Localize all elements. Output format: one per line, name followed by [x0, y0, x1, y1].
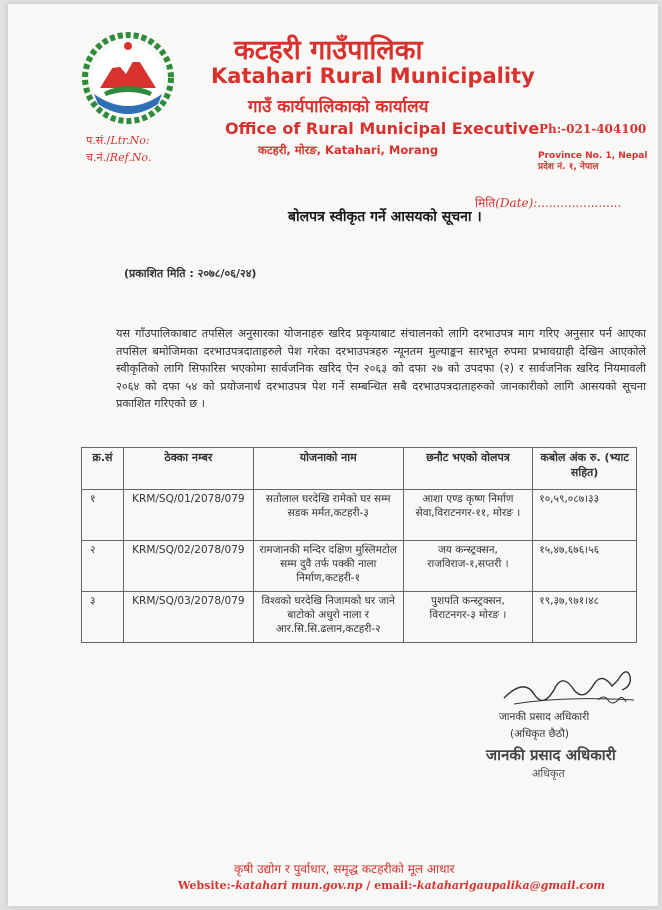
cell-sn: १	[82, 490, 124, 541]
bids-table	[81, 447, 637, 643]
signatory-name: जानकी प्रसाद अधिकारी	[499, 711, 590, 723]
cell-project: सतोलाल घरदेखि रामेको घर सम्म सडक मर्मत,कटहरी-३	[253, 490, 403, 541]
municipality-logo-icon	[82, 32, 174, 124]
cell-bidder: आशा एण्ड कृष्ण निर्माण सेवा,विराटनगर-११, मोरङ ।	[403, 490, 533, 541]
cell-amount: १०,५९,०८७।३३	[533, 490, 637, 541]
cell-contract: KRM/SQ/03/2078/079	[123, 592, 253, 643]
cell-amount: १५,४७,६७६।५६	[533, 541, 637, 592]
cell-bidder: जय कन्स्ट्रक्सन, राजविराज-१,सप्तरी ।	[403, 541, 533, 592]
stamp-name: जानकी प्रसाद अधिकारी	[486, 746, 616, 764]
footer-slogan: कृषी उद्योग र पुर्वाधार, समृद्ध कटहरीको मूल आधार	[234, 862, 455, 876]
province-label: Province No. 1, Nepal प्रदेश नं. १, नेपाल	[538, 151, 648, 172]
phone-number: Ph:-021-404100	[539, 122, 647, 136]
cell-amount: १९,३७,९७१।४८	[533, 592, 637, 643]
website-link[interactable]: katahari mun.gov.np	[235, 879, 363, 892]
table-row	[82, 592, 637, 643]
municipality-title-en: Katahari Rural Municipality	[211, 64, 535, 88]
office-title-np: गाउँ कार्यपालिकाको कार्यालय	[248, 97, 429, 117]
footer-contact: Website:-katahari mun.gov.np / email:-kataharigaupalika@gmail.com	[178, 879, 605, 892]
stamp-role: अधिकृत	[532, 767, 565, 780]
municipality-title-np: कटहरी गाउँपालिका	[234, 35, 423, 66]
published-date: (प्रकाशित मिति : २०७८/०६/२४)	[124, 267, 257, 280]
office-title-en: Office of Rural Municipal Executive	[225, 119, 540, 138]
cell-sn: ३	[82, 592, 124, 643]
table-row	[82, 490, 637, 541]
signature-icon	[494, 656, 644, 716]
cell-contract: KRM/SQ/02/2078/079	[123, 541, 253, 592]
cell-contract: KRM/SQ/01/2078/079	[123, 490, 253, 541]
cell-bidder: पुशपति कन्स्ट्रक्सन, विराटनगर-३ मोरङ ।	[403, 592, 533, 643]
header-contract: ठेक्का नम्बर	[123, 448, 253, 490]
table-row	[82, 541, 637, 592]
office-address: कटहरी, मोरङ, Katahari, Morang	[258, 143, 439, 157]
cell-project: विश्वको घरदेखि निजामको घर जाने बाटोको अधुरो नाला र आर.सि.सि.ढलान,कटहरी-२	[253, 592, 403, 643]
date-field: मिति(Date):......................	[475, 196, 622, 210]
letter-number-label: प.सं./Ltr.No:	[86, 134, 150, 147]
header-amount: कबोल अंक रु. (भ्याट सहित)	[533, 448, 637, 490]
notice-subject: बोलपत्र स्वीकृत गर्ने आसयको सूचना ।	[288, 209, 482, 225]
header-bidder: छनौट भएको वोलपत्र	[403, 448, 533, 490]
reference-number-label: च.नं./Ref.No.	[86, 151, 152, 164]
email-link[interactable]: kataharigaupalika@gmail.com	[416, 879, 605, 892]
table-header-row	[82, 448, 637, 490]
notice-body: यस गाँउपालिकाबाट तपसिल अनुसारका योजनाहरु खरिद प्रकृयाबाट संचालनको लागि दरभाउपत्र माग गरिए अनुसार पर्न आएका तपसिल बमोजिमका दरभाउपत्रदाताहरुले पेश गरेका दरभाउपत्रहरु न्यूनतम मुल्याङ्कन सारभूत रुपमा प्रभावग्राही देखिन आएकोले स्वीकृतिको लागि सिफारिस भएकोमा सार्वजनिक खरिद ऐन २०६३ को दफा २७ को उपदफा (२) र सार्वजनिक खरिद नियमावली २०६४ को दफा ५४ को प्रयोजनार्थ दरभाउपत्र पेश गर्ने सम्बन्धित सबै दरभाउपत्रदाताहरुको जानकारीको लागि आसयको सूचना प्रकाशित गरिएको छ ।	[116, 327, 646, 410]
header-project: योजनाको नाम	[253, 448, 403, 490]
cell-project: रामजानकी मन्दिर दक्षिण मुस्लिमटोल सम्म दुवै तर्फ पक्की नाला निर्माण,कटहरी-१	[253, 541, 403, 592]
cell-sn: २	[82, 541, 124, 592]
signatory-role: (अधिकृत छैठौ)	[510, 728, 569, 740]
notice-sheet	[8, 4, 658, 906]
header-sn: क्र.सं	[82, 448, 124, 490]
